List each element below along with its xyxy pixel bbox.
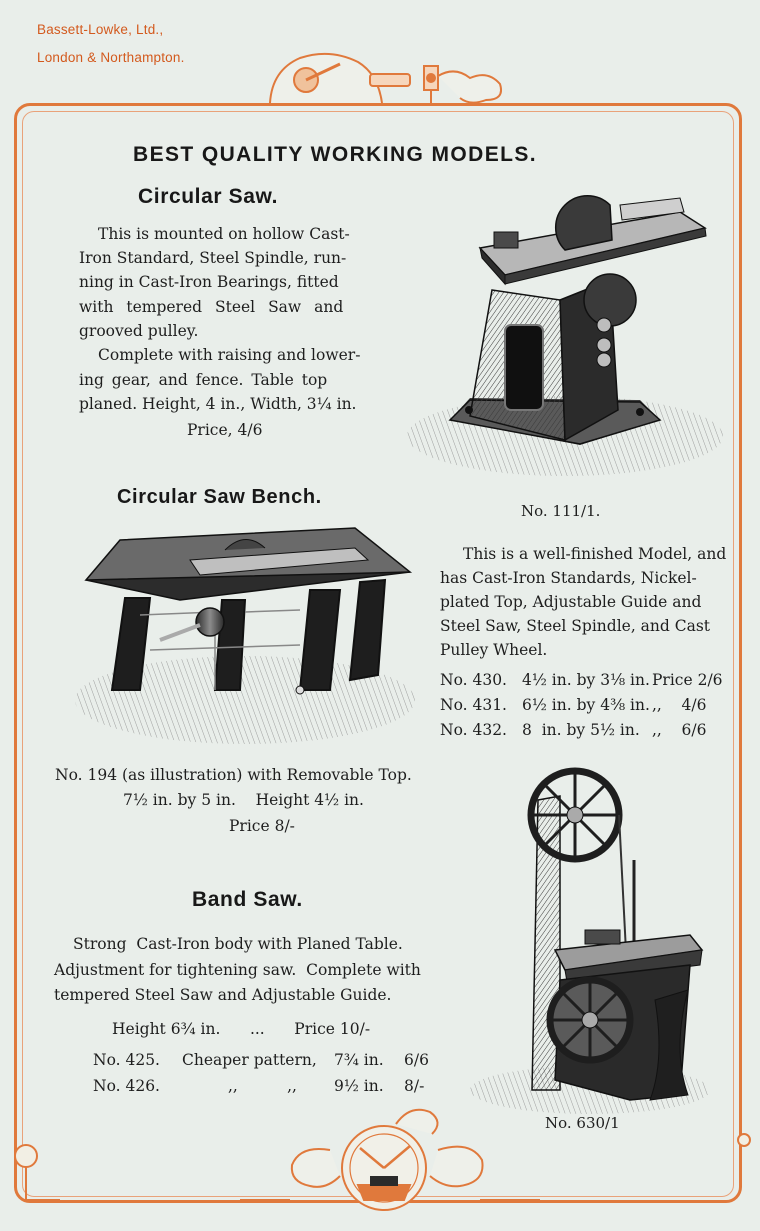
saw-bench-no194-size: 7½ in. by 5 in. Height 4½ in. [123, 791, 364, 809]
band-saw-model-size: 7¾ in. [334, 1051, 384, 1069]
saw-bench-model-no: No. 431. [440, 696, 507, 714]
circular-saw-title: Circular Saw. [138, 185, 279, 208]
circular-saw-desc-line: ning in Cast-Iron Bearings, fitted [79, 273, 339, 291]
circular-saw-illustration [407, 196, 723, 476]
band-saw-model-price: 6/6 [404, 1051, 429, 1069]
circular-saw-desc2-line: Complete with raising and lower- [98, 346, 361, 364]
circular-saw-desc-line: with tempered Steel Saw and [79, 298, 344, 316]
saw-bench-no194: No. 194 (as illustration) with Removable Top. [55, 766, 412, 784]
saw-bench-desc-line: plated Top, Adjustable Guide and [440, 593, 702, 611]
saw-bench-model-no: No. 430. [440, 671, 507, 689]
circular-saw-desc2-line: ing gear, and fence. Table top [79, 371, 328, 389]
publisher-name: Bassett-Lowke, Ltd., [37, 22, 164, 37]
band-saw-title: Band Saw. [192, 888, 303, 911]
band-saw-desc-line: Adjustment for tightening saw. Complete with [54, 961, 421, 979]
circular-saw-price: Price, 4/6 [187, 421, 263, 439]
band-saw-model-no: No. 425. [93, 1051, 160, 1069]
circular-saw-desc-line: grooved pulley. [79, 322, 199, 340]
band-saw-desc-line: Strong Cast-Iron body with Planed Table. [73, 935, 403, 953]
bottom-ornament [15, 1110, 750, 1210]
saw-bench-model-size: 6½ in. by 4⅜ in. [522, 696, 650, 714]
band-saw-height-price: Height 6¾ in. ... Price 10/- [112, 1020, 371, 1038]
saw-bench-model-price: ,, 6/6 [652, 721, 707, 739]
top-ornament [270, 54, 501, 103]
band-saw-caption: No. 630/1 [545, 1114, 620, 1132]
circular-saw-desc-line: Iron Standard, Steel Spindle, run- [79, 249, 347, 267]
saw-bench-illustration [75, 528, 415, 744]
publisher-location: London & Northampton. [37, 50, 185, 65]
circular-saw-desc2-line: planed. Height, 4 in., Width, 3¼ in. [79, 395, 357, 413]
saw-bench-desc-line: This is a well-finished Model, and [463, 545, 727, 563]
saw-bench-model-size: 8 in. by 5½ in. [522, 721, 640, 739]
band-saw-model-desc: ,, ,, [228, 1077, 297, 1095]
band-saw-desc-line: tempered Steel Saw and Adjustable Guide. [54, 986, 392, 1004]
band-saw-illustration [470, 771, 710, 1114]
page-title: BEST QUALITY WORKING MODELS. [133, 143, 537, 166]
saw-bench-desc-line: Pulley Wheel. [440, 641, 548, 659]
saw-bench-model-no: No. 432. [440, 721, 507, 739]
saw-bench-model-price: ,, 4/6 [652, 696, 707, 714]
saw-bench-model-size: 4½ in. by 3⅛ in. [522, 671, 650, 689]
saw-bench-desc-line: has Cast-Iron Standards, Nickel- [440, 569, 697, 587]
band-saw-model-no: No. 426. [93, 1077, 160, 1095]
circular-saw-caption: No. 111/1. [521, 502, 601, 520]
saw-bench-no194-price: Price 8/- [229, 817, 295, 835]
circular-saw-desc-line: This is mounted on hollow Cast- [98, 225, 350, 243]
band-saw-model-desc: Cheaper pattern, [182, 1051, 317, 1069]
saw-bench-model-price: Price 2/6 [652, 671, 723, 689]
saw-bench-desc-line: Steel Saw, Steel Spindle, and Cast [440, 617, 711, 635]
saw-bench-title: Circular Saw Bench. [117, 486, 322, 508]
band-saw-model-size: 9½ in. [334, 1077, 384, 1095]
band-saw-model-price: 8/- [404, 1077, 425, 1095]
